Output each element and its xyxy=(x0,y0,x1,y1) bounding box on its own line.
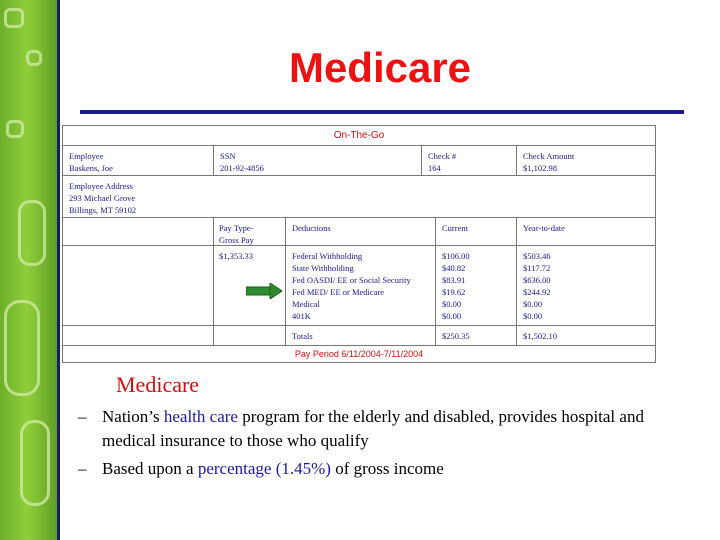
totals-row xyxy=(63,326,655,346)
bullet-text: Nation’s xyxy=(102,407,164,426)
check-number-cell xyxy=(421,146,516,175)
list-item: 401K xyxy=(292,311,311,321)
totals-current: $250.35 xyxy=(435,326,516,345)
pay-stub xyxy=(62,125,656,363)
list-item: $83.91 xyxy=(442,275,466,285)
title-rule xyxy=(80,110,684,114)
current-list xyxy=(435,246,516,325)
pay-period: Pay Period 6/11/2004-7/11/2004 xyxy=(294,349,424,359)
employee-label: Employee xyxy=(69,151,104,161)
list-item xyxy=(78,457,688,481)
ssn-cell xyxy=(213,146,421,175)
address-label: Employee Address xyxy=(69,181,133,191)
list-item: Fed OASDI/ EE or Social Security xyxy=(292,275,411,285)
list-item: $40.82 xyxy=(442,263,466,273)
address-cell xyxy=(63,176,363,217)
list-item xyxy=(78,405,688,453)
employee-cell xyxy=(63,146,213,175)
deco-swirl-icon xyxy=(18,200,46,266)
address-line-1: 293 Michael Grove xyxy=(69,193,136,203)
check-number: 164 xyxy=(428,163,441,173)
ssn-label: SSN xyxy=(220,151,236,161)
bullet-highlight: percentage (1.45%) xyxy=(197,459,331,478)
gross-pay-value: $1,353.33 xyxy=(219,251,253,261)
totals-spacer xyxy=(213,326,285,345)
employee-name: Baskens, Joe xyxy=(69,163,113,173)
list-item: Federal Withholding xyxy=(292,251,363,261)
amount-label: Check Amount xyxy=(523,151,575,161)
pay-type-header xyxy=(213,218,285,245)
gross-pay-label: Gross Pay xyxy=(219,235,254,245)
list-item: $106.00 xyxy=(442,251,470,261)
list-item: $0.00 xyxy=(442,311,462,321)
list-item: Fed MED/ EE or Medicare xyxy=(292,287,385,297)
list-item: $503.46 xyxy=(523,251,551,261)
list-item: State Withholding xyxy=(292,263,354,273)
deco-square-icon xyxy=(6,120,24,138)
list-item: $19.62 xyxy=(442,287,466,297)
current-header: Current xyxy=(435,218,516,245)
list-item: $636.00 xyxy=(523,275,551,285)
ssn-value: 201-92-4856 xyxy=(220,163,264,173)
slide-title: Medicare xyxy=(288,44,472,91)
deductions-body-row xyxy=(63,246,655,326)
column-divider xyxy=(213,218,214,326)
decorative-sidebar xyxy=(0,0,60,540)
list-item: Medical xyxy=(292,299,320,309)
bullet-highlight: health care xyxy=(163,407,238,426)
bullet-text: Based upon a xyxy=(102,459,198,478)
ytd-header: Year-to-date xyxy=(516,218,655,245)
deductions-list xyxy=(285,246,435,325)
ytd-list xyxy=(516,246,655,325)
section-heading: Medicare xyxy=(116,372,200,397)
column-header-row xyxy=(63,218,655,246)
deco-swirl-icon xyxy=(4,300,40,396)
check-amount-cell xyxy=(516,146,655,175)
bullet-marker: – xyxy=(78,407,87,426)
check-label: Check # xyxy=(428,151,457,161)
pay-type-label: Pay Type- xyxy=(219,223,254,233)
bullet-text: of gross income xyxy=(330,459,444,478)
deco-swirl-icon xyxy=(20,420,50,506)
bullet-marker: – xyxy=(78,459,87,478)
address-line-2: Billings, MT 59102 xyxy=(69,205,137,215)
list-item: $0.00 xyxy=(523,311,543,321)
deco-square-icon xyxy=(26,50,42,66)
bullet-list xyxy=(78,405,688,485)
check-amount: $1,102.98 xyxy=(523,163,557,173)
deductions-header: Deductions xyxy=(285,218,435,245)
list-item: $244.92 xyxy=(523,287,551,297)
right-arrow-icon xyxy=(246,283,282,299)
list-item: $0.00 xyxy=(523,299,543,309)
address-row xyxy=(63,176,655,218)
stub-header-row xyxy=(63,146,655,176)
bullet-text: program for the elderly and disabled, provides hospital and medical insurance to those who qualify xyxy=(102,407,644,450)
list-item: $117.72 xyxy=(523,263,551,273)
totals-label: Totals xyxy=(285,326,435,345)
list-item: $0.00 xyxy=(442,299,462,309)
deco-square-icon xyxy=(4,8,24,28)
company-name: On-The-Go xyxy=(63,126,655,146)
totals-ytd: $1,502.10 xyxy=(516,326,655,345)
